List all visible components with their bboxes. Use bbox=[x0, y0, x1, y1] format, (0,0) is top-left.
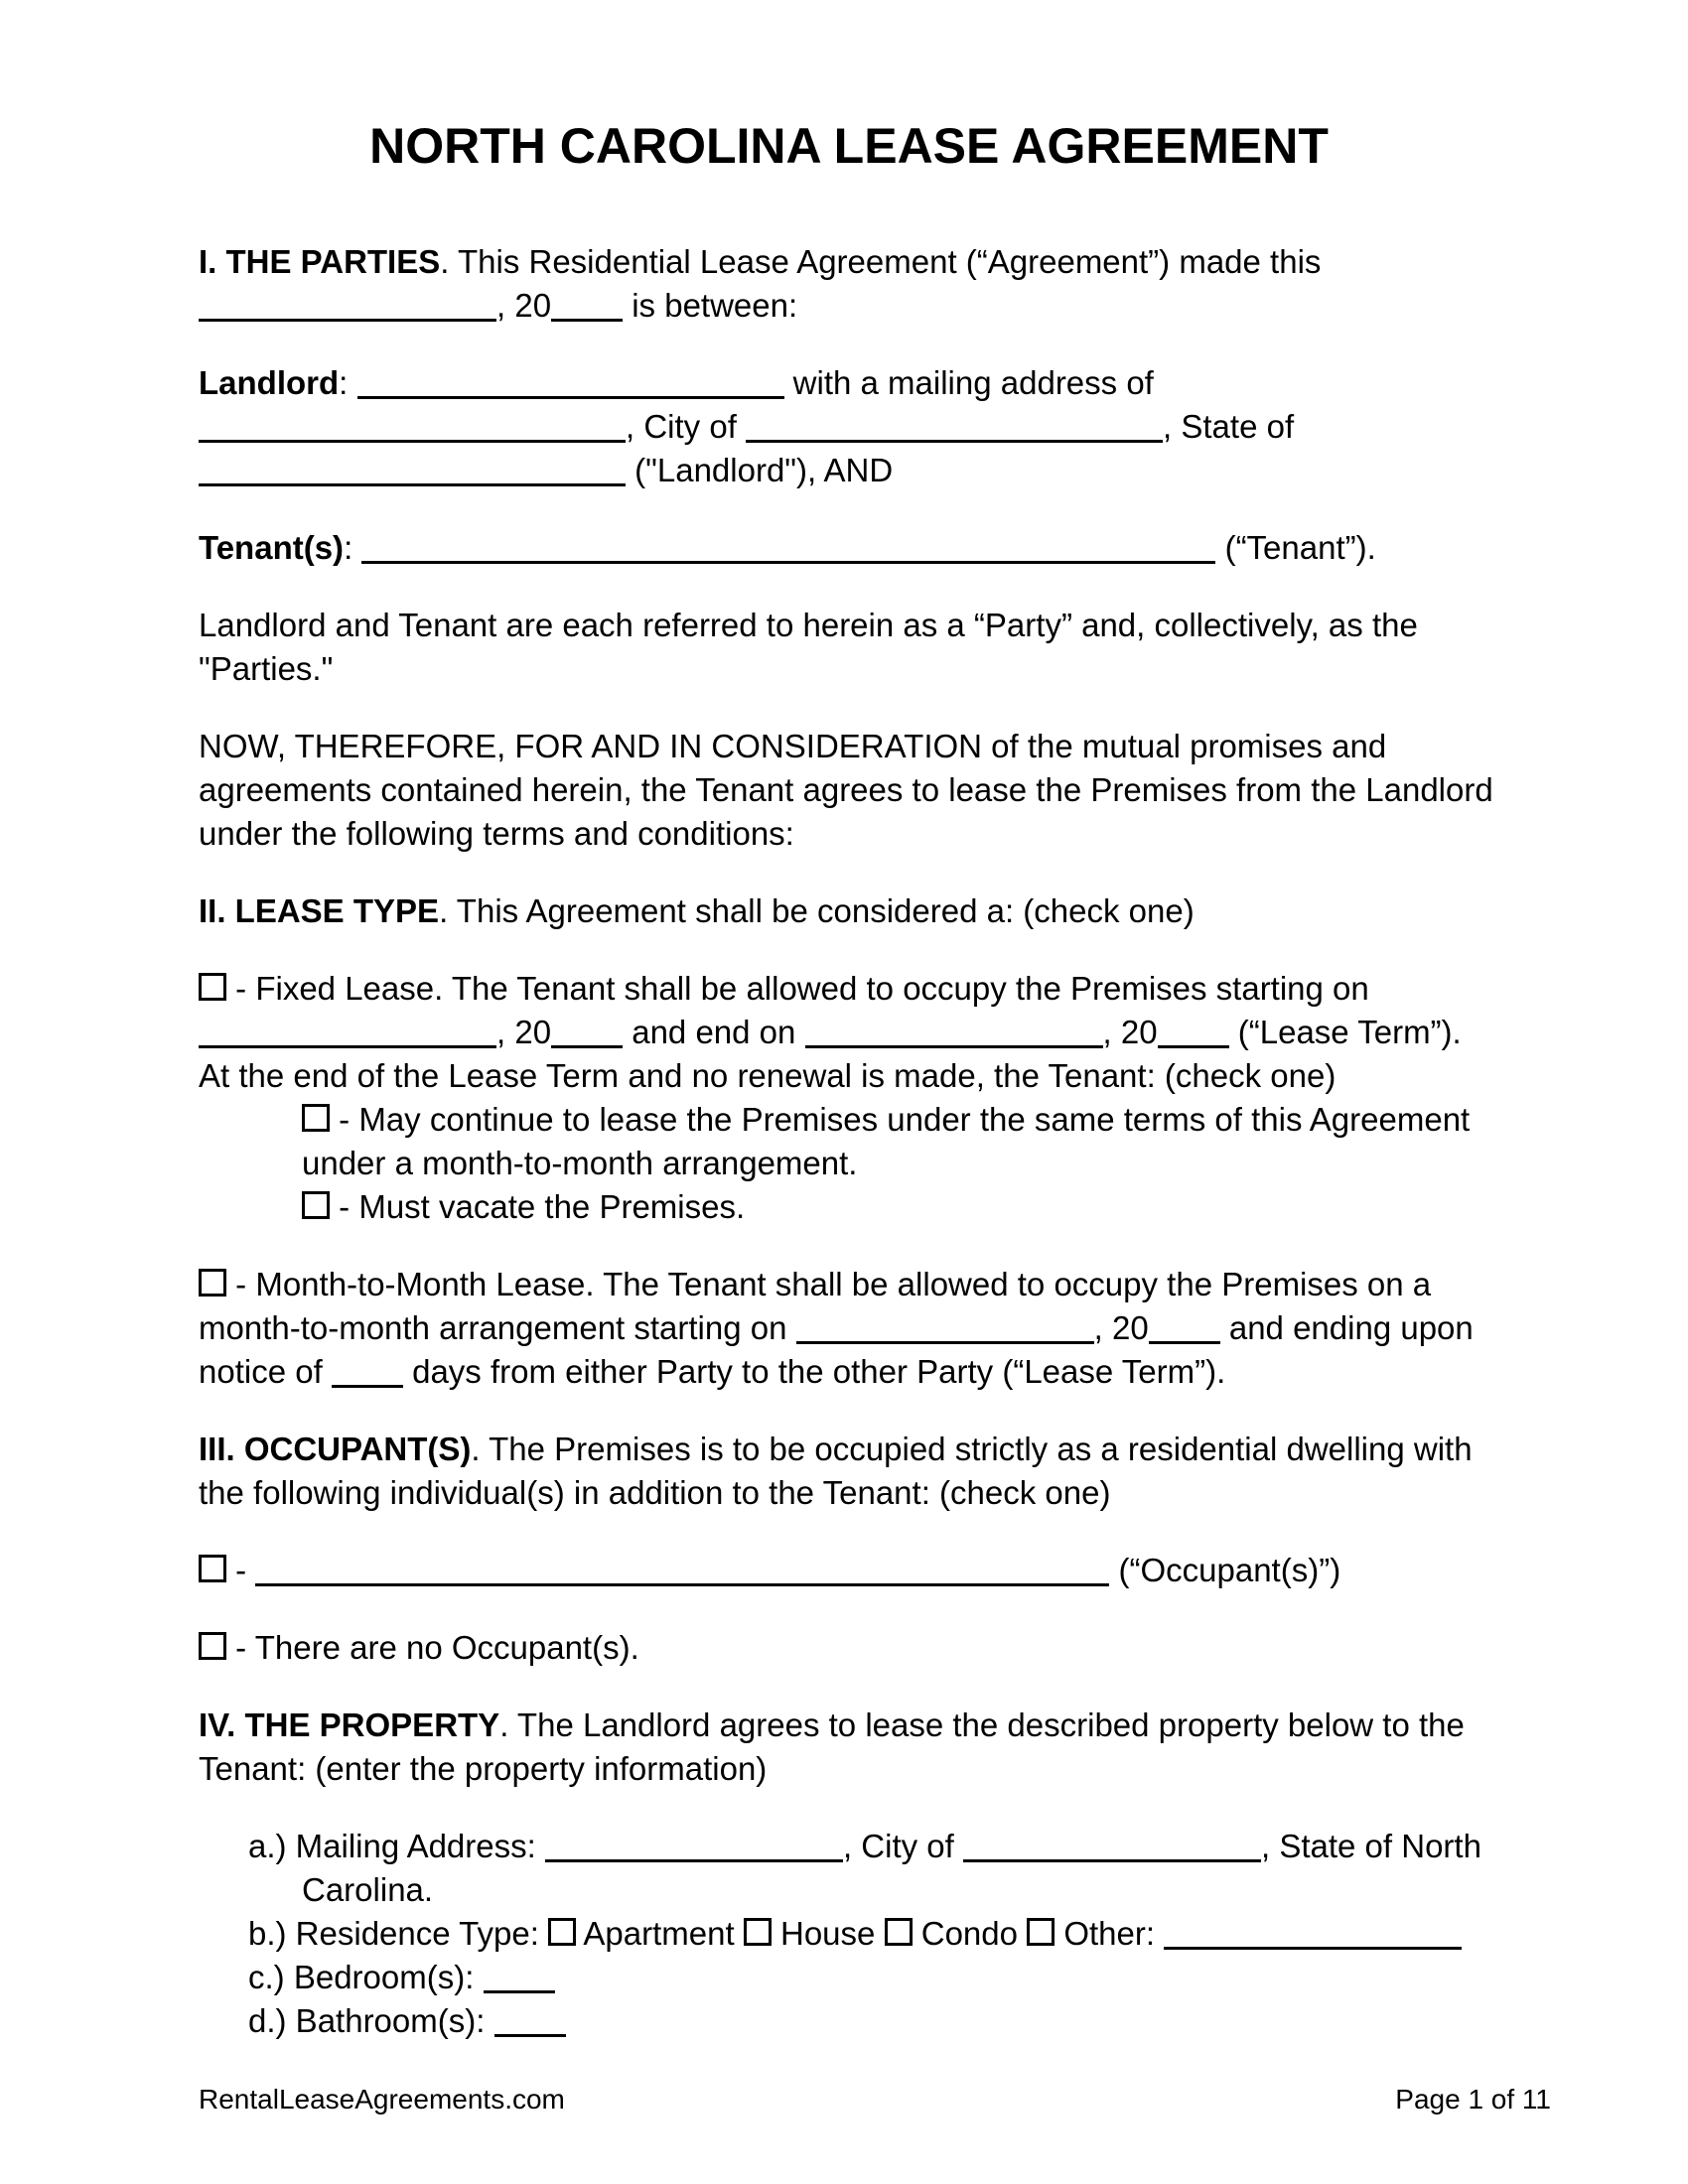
month-to-month-option bbox=[199, 1263, 1499, 1394]
text: - There are no Occupant(s). bbox=[226, 1629, 639, 1666]
fixed-end-year-blank[interactable] bbox=[1158, 1018, 1229, 1048]
text: (“Tenant”). bbox=[1215, 529, 1376, 566]
text: and end on bbox=[623, 1014, 805, 1050]
mtm-start-date-blank[interactable] bbox=[796, 1313, 1094, 1344]
text: , 20 bbox=[1102, 1014, 1158, 1050]
fixed-start-year-blank[interactable] bbox=[551, 1018, 623, 1048]
text: Other: bbox=[1055, 1915, 1165, 1952]
apartment-checkbox[interactable] bbox=[548, 1918, 576, 1946]
other-checkbox[interactable] bbox=[1027, 1918, 1055, 1946]
text: - Fixed Lease. The Tenant shall be allowed to occupy the Premises starting on bbox=[226, 970, 1369, 1007]
consideration-clause bbox=[199, 725, 1499, 856]
text: and ending upon notice of bbox=[199, 1309, 1474, 1390]
agreement-year-blank[interactable] bbox=[551, 291, 623, 322]
section-3-occupants bbox=[199, 1428, 1499, 1515]
notice-days-blank[interactable] bbox=[332, 1357, 403, 1388]
text: Apartment bbox=[576, 1915, 744, 1952]
parties-definition bbox=[199, 604, 1499, 691]
text: - bbox=[226, 1552, 256, 1588]
text: (“Lease Term”). At the end of the Lease Term and no renewal is made, the Tenant: (check one) bbox=[199, 1014, 1462, 1094]
section-1-parties bbox=[199, 240, 1499, 328]
property-item-d bbox=[199, 1999, 1499, 2043]
text: Landlord and Tenant are each referred to herein as a “Party” and, collectively, as the "Parties." bbox=[199, 607, 1418, 687]
bathrooms-blank[interactable] bbox=[494, 2006, 566, 2037]
text: a.) Mailing Address: bbox=[248, 1828, 545, 1864]
text: - Month-to-Month Lease. The Tenant shall be allowed to occupy the Premises on a month-to-month arrangement starting on bbox=[199, 1266, 1432, 1346]
text: c.) Bedroom(s): bbox=[248, 1959, 484, 1995]
text: : bbox=[344, 529, 362, 566]
landlord-state-blank[interactable] bbox=[199, 456, 626, 486]
occupants-listed-checkbox[interactable] bbox=[199, 1555, 226, 1582]
tenant-clause bbox=[199, 526, 1499, 570]
text: . This Residential Lease Agreement (“Agreement”) made this bbox=[440, 243, 1322, 280]
occupants-listed-option bbox=[199, 1549, 1499, 1592]
text: - Must vacate the Premises. bbox=[330, 1188, 746, 1225]
text: , 20 bbox=[1093, 1309, 1149, 1346]
text: , State of bbox=[1163, 408, 1295, 445]
continue-month-to-month-checkbox[interactable] bbox=[302, 1104, 330, 1132]
section-3-heading: III. OCCUPANT(S) bbox=[199, 1431, 472, 1467]
fixed-lease-vacate-option bbox=[302, 1185, 1499, 1229]
tenant-label: Tenant(s) bbox=[199, 529, 345, 566]
property-item-c bbox=[199, 1956, 1499, 1999]
section-4-property bbox=[199, 1704, 1499, 1791]
text: b.) Residence Type: bbox=[248, 1915, 549, 1952]
text: . The Premises is to be occupied strictly as a residential dwelling with the following individual(s) in addition to the Tenant: (check one) bbox=[199, 1431, 1473, 1511]
mtm-start-year-blank[interactable] bbox=[1149, 1313, 1220, 1344]
section-4-heading: IV. THE PROPERTY bbox=[199, 1706, 500, 1743]
section-2-heading: II. LEASE TYPE bbox=[199, 892, 440, 929]
text: d.) Bathroom(s): bbox=[248, 2002, 494, 2039]
text: with a mailing address of bbox=[783, 364, 1154, 401]
residence-other-blank[interactable] bbox=[1164, 1919, 1462, 1950]
text: : bbox=[339, 364, 357, 401]
house-checkbox[interactable] bbox=[744, 1918, 772, 1946]
property-item-b bbox=[199, 1912, 1499, 1956]
agreement-date-blank[interactable] bbox=[199, 291, 496, 322]
tenant-names-blank[interactable] bbox=[361, 533, 1215, 564]
page-footer bbox=[199, 2083, 1551, 2116]
text: , 20 bbox=[496, 287, 552, 324]
text: ("Landlord"), AND bbox=[626, 452, 894, 488]
text: , City of bbox=[842, 1828, 963, 1864]
text: (“Occupant(s)”) bbox=[1109, 1552, 1341, 1588]
text: Condo bbox=[912, 1915, 1028, 1952]
landlord-city-blank[interactable] bbox=[746, 412, 1163, 443]
property-street-blank[interactable] bbox=[545, 1832, 843, 1862]
fixed-lease-continue-option bbox=[302, 1098, 1499, 1185]
text: , State of North Carolina. bbox=[302, 1828, 1481, 1908]
footer-page-number: Page 1 of 11 bbox=[1395, 2084, 1551, 2115]
must-vacate-checkbox[interactable] bbox=[302, 1191, 330, 1219]
no-occupants-option bbox=[199, 1626, 1499, 1670]
bedrooms-blank[interactable] bbox=[484, 1963, 555, 1993]
text: is between: bbox=[623, 287, 798, 324]
text: - May continue to lease the Premises under the same terms of this Agreement under a month-to-month arrangement. bbox=[302, 1101, 1471, 1181]
text: House bbox=[771, 1915, 885, 1952]
property-item-a bbox=[199, 1825, 1499, 1912]
landlord-label: Landlord bbox=[199, 364, 340, 401]
footer-site-link[interactable]: RentalLeaseAgreements.com bbox=[199, 2084, 565, 2115]
fixed-end-date-blank[interactable] bbox=[805, 1018, 1103, 1048]
month-to-month-lease-checkbox[interactable] bbox=[199, 1269, 226, 1297]
fixed-start-date-blank[interactable] bbox=[199, 1018, 496, 1048]
text: NOW, THEREFORE, FOR AND IN CONSIDERATION of the mutual promises and agreements contained herein, the Tenant agrees to lease the Premises from the Landlord under the following terms and conditions: bbox=[199, 728, 1493, 852]
property-city-blank[interactable] bbox=[963, 1832, 1261, 1862]
section-2-lease-type bbox=[199, 889, 1499, 933]
condo-checkbox[interactable] bbox=[885, 1918, 913, 1946]
text: days from either Party to the other Party (“Lease Term”). bbox=[402, 1353, 1226, 1390]
occupant-names-blank[interactable] bbox=[255, 1556, 1109, 1586]
text: . This Agreement shall be considered a: (check one) bbox=[439, 892, 1195, 929]
landlord-street-blank[interactable] bbox=[199, 412, 626, 443]
no-occupants-checkbox[interactable] bbox=[199, 1632, 226, 1660]
landlord-name-blank[interactable] bbox=[357, 368, 784, 399]
text: . The Landlord agrees to lease the described property below to the Tenant: (enter the property information) bbox=[199, 1706, 1465, 1787]
text: , 20 bbox=[496, 1014, 552, 1050]
document-sections bbox=[199, 240, 1499, 2043]
fixed-lease-checkbox[interactable] bbox=[199, 973, 226, 1001]
fixed-lease-option bbox=[199, 967, 1499, 1098]
document-title: NORTH CAROLINA LEASE AGREEMENT bbox=[369, 118, 1329, 174]
text: , City of bbox=[626, 408, 747, 445]
section-1-heading: I. THE PARTIES bbox=[199, 243, 441, 280]
landlord-clause bbox=[199, 361, 1499, 492]
